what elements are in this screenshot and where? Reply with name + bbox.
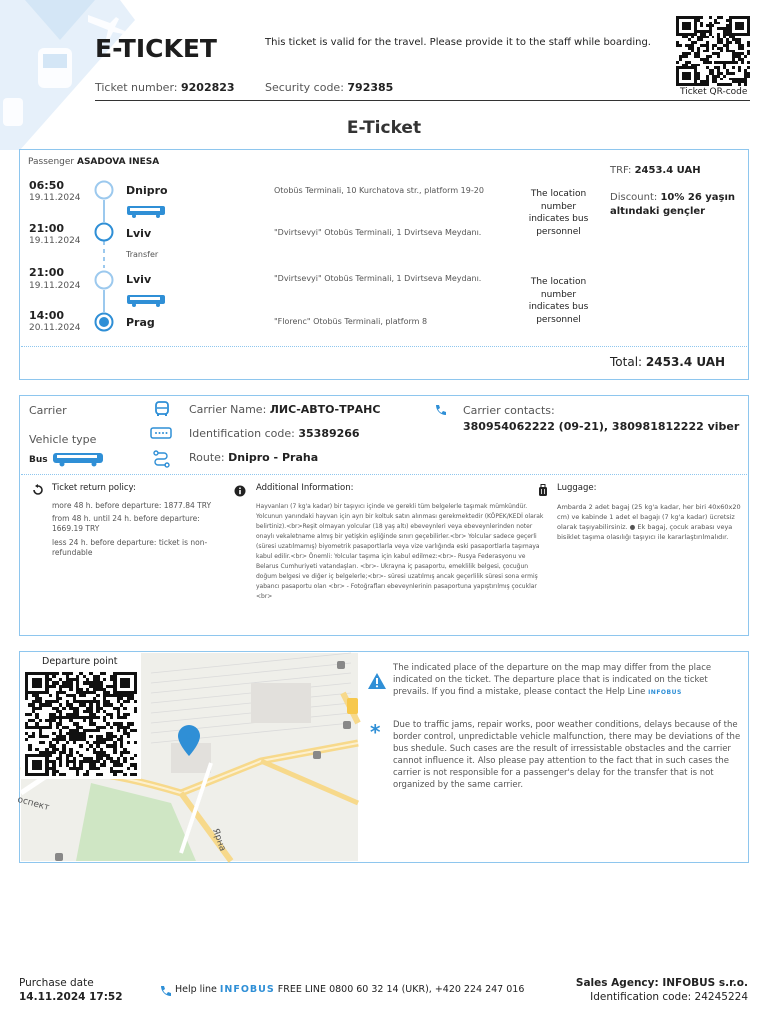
vehicle-type-label: Vehicle type	[29, 433, 97, 446]
ticket-number-value: 9202823	[180, 81, 235, 94]
agency-id: Identification code: 24245224	[590, 991, 748, 1003]
helpline-label: Help line	[175, 984, 217, 995]
bus-icon	[127, 295, 165, 307]
luggage-text: Ambarda 2 adet bagaj (25 kg'a kadar, her biri 40x60x20 cm) ve kabinde 1 adet el bagajı (7 kg'a kadar) ücretsiz olarak taşıyabilirsiniz. ● Ek bagaj, çocuk arabası veya bisiklet taşıma olasılığı taşıyıcı ile kararlaştırılmalıdır.	[557, 503, 741, 541]
location-note: The location number indicates bus personnel	[528, 277, 589, 325]
stop-date: 20.11.2024	[29, 323, 81, 333]
passenger-name: ASADOVA INESA	[76, 157, 160, 167]
header-rule	[95, 100, 750, 101]
carrier-id-label: Identification code:	[189, 427, 295, 440]
transfer-label: Transfer	[126, 250, 159, 259]
departure-point-label: Departure point	[42, 656, 118, 667]
total-value: 2453.4 UAH	[645, 355, 726, 369]
bus-front-icon	[154, 401, 170, 417]
route-icon	[152, 450, 170, 468]
security-code	[265, 81, 393, 94]
stop-city: Dnipro	[126, 184, 168, 197]
warning-icon	[367, 672, 387, 690]
validity-note: This ticket is valid for the travel. Please provide it to the staff while boarding.	[265, 37, 651, 48]
id-card-icon	[150, 427, 172, 439]
trf-value: 2453.4 UAH	[634, 165, 701, 176]
stop-address: Otobüs Terminali, 10 Kurchatova str., platform 19-20	[274, 186, 484, 195]
stop-city: Lviv	[126, 273, 152, 286]
infobus-logo: INFOBUS	[648, 689, 682, 696]
stop-time: 21:00	[29, 222, 65, 235]
phone-icon	[159, 985, 171, 997]
ticket-number	[95, 81, 235, 94]
stop-time: 14:00	[29, 309, 65, 322]
carrier-name	[189, 403, 380, 416]
bus-icon	[52, 451, 104, 467]
stop-city: Prag	[126, 316, 155, 329]
passenger-label: Passenger	[28, 157, 75, 167]
ticket-qr-code	[676, 16, 750, 86]
stop-marker	[96, 182, 113, 199]
purchase-date: 14.11.2024 17:52	[19, 991, 123, 1003]
ticket-title: E-TICKET	[95, 34, 217, 63]
purchase-date-label: Purchase date	[19, 977, 94, 989]
stop-date: 19.11.2024	[29, 281, 81, 291]
discount-label: Discount:	[610, 192, 658, 203]
contacts-label: Carrier contacts:	[463, 404, 555, 417]
helpline	[175, 984, 524, 995]
stop-date: 19.11.2024	[29, 193, 81, 203]
security-code-label: Security code:	[265, 81, 344, 94]
security-code-value: 792385	[347, 81, 394, 94]
route-timeline	[90, 178, 170, 338]
trf	[610, 165, 701, 176]
location-note: The location number indicates bus personnel	[528, 189, 589, 237]
discount-value: 10% 26 yaşın altındaki gençler	[610, 192, 736, 217]
carrier-name-label: Carrier Name:	[189, 403, 267, 416]
return-policy-line: less 24 h. before departure: ticket is non-refundable	[52, 538, 208, 557]
dotted-divider	[21, 346, 747, 347]
stop-time: 21:00	[29, 266, 65, 279]
map-label: Ярна	[209, 827, 228, 853]
stop-city: Lviv	[126, 227, 152, 240]
helpline-numbers: FREE LINE 0800 60 32 14 (UKR), +420 224 247 016	[277, 984, 525, 995]
carrier-label: Carrier	[29, 404, 67, 417]
ticket-qr-caption: Ticket QR-code	[680, 87, 748, 97]
route-label: Route:	[189, 451, 225, 464]
luggage-title: Luggage:	[557, 483, 597, 493]
map-disclaimer-text: The indicated place of the departure on the map may differ from the place indicated on the ticket. The departure place that is indicated on the ticket prevails. If you find a mistake, please contact the Help Line	[393, 663, 712, 697]
helpline-brand: INFOBUS	[219, 984, 275, 995]
stop-marker	[96, 224, 113, 241]
bus-icon	[127, 206, 165, 218]
stop-date: 19.11.2024	[29, 236, 81, 246]
stop-address: "Dvirtsevyi" Otobüs Terminali, 1 Dvirtseva Meydanı.	[274, 274, 482, 283]
vehicle-type: Bus	[29, 455, 48, 465]
additional-info-text: Hayvanları (7 kg'a kadar) bir taşıyıcı içinde ve gerekli tüm belgelerle taşımak mümkündür. Yolcunun yanındaki hayvan için ayrı bir koltuk satın alınması gerekmektedir (KÖPEK/KEDİ olarak belirtiniz).<br>Reşit olmayan yolcular (18 yaş altı) ebeveynleri veya ebeveynlerinden noter onaylı vekaletname almış bir yetişkin eşliğinde sınırı geçebilirler.<br> Yolcular sadece geçerli (süresi uzatılmamış) biyometrik pasaportlarla veya vize varlığında eski pasaportlarla taşımaya kabul edilir.<br> Önemli: Yolcular taşıma için kabul edilmez:<br>- Rusya Federasyonu ve Belarus Cumhuriyeti vatandaşları. <br>- Ukrayna iç pasaportu, emeklilik belgesi, çocuğun doğum belgesi ve diğer iç belgelerle;<br>- süresi uzatılmış ancak geçerlilik süresi sona ermiş yabancı pasaportu olan <br> - Fotoğrafları ebeveynlerinin pasaportuna yapıştırılmış çocuklar <br>	[256, 503, 544, 600]
stop-time: 06:50	[29, 179, 65, 192]
info-icon	[234, 485, 246, 497]
section-title: E-Ticket	[346, 118, 422, 138]
delay-disclaimer: Due to traffic jams, repair works, poor weather conditions, delays because of the border control, unpredictable vehicle malfunction, there may be deviations of the bus shedule. Such cases are the result of irressistable obstacles and the carrier cannot influence it. Also please pay attention to the fact that in such cases the carrier is not responsible for a passenger's delay for the transfer that is not organized by the same carrier.	[393, 720, 741, 790]
discount	[610, 191, 742, 219]
stop-address: "Florenc" Otobüs Terminali, platform 8	[274, 317, 428, 326]
additional-info-title: Additional Information:	[256, 483, 354, 493]
carrier-id-value: 35389266	[298, 427, 360, 440]
phone-icon	[434, 404, 446, 416]
contacts-value: 380954062222 (09-21), 380981812222 viber	[463, 420, 740, 433]
trf-label: TRF:	[610, 165, 632, 176]
route-value: Dnipro - Praha	[228, 451, 319, 464]
total	[610, 355, 725, 369]
carrier-divider	[21, 474, 747, 475]
stop-address: "Dvirtsevyi" Otobüs Terminali, 1 Dvirtseva Meydanı.	[274, 228, 482, 237]
carrier-name-value: ЛИС-АВТО-ТРАНС	[269, 403, 381, 416]
sales-agency: Sales Agency: INFOBUS s.r.o.	[575, 977, 748, 989]
return-policy-line: from 48 h. until 24 h. before departure: 1669.19 TRY	[52, 514, 200, 533]
carrier-route	[189, 451, 318, 464]
return-policy-line: more 48 h. before departure: 1877.84 TRY	[52, 501, 212, 510]
ticket-number-label: Ticket number:	[95, 81, 178, 94]
passenger	[28, 157, 159, 167]
map-disclaimer	[393, 662, 738, 699]
return-policy-title: Ticket return policy:	[52, 483, 136, 493]
asterisk-icon: *	[370, 720, 381, 744]
carrier-id	[189, 427, 360, 440]
luggage-icon	[538, 484, 548, 498]
departure-qr-code	[25, 672, 137, 776]
stop-marker	[96, 272, 113, 289]
total-label: Total:	[610, 355, 643, 369]
return-icon	[32, 484, 44, 496]
map-label: оспект	[16, 794, 51, 814]
